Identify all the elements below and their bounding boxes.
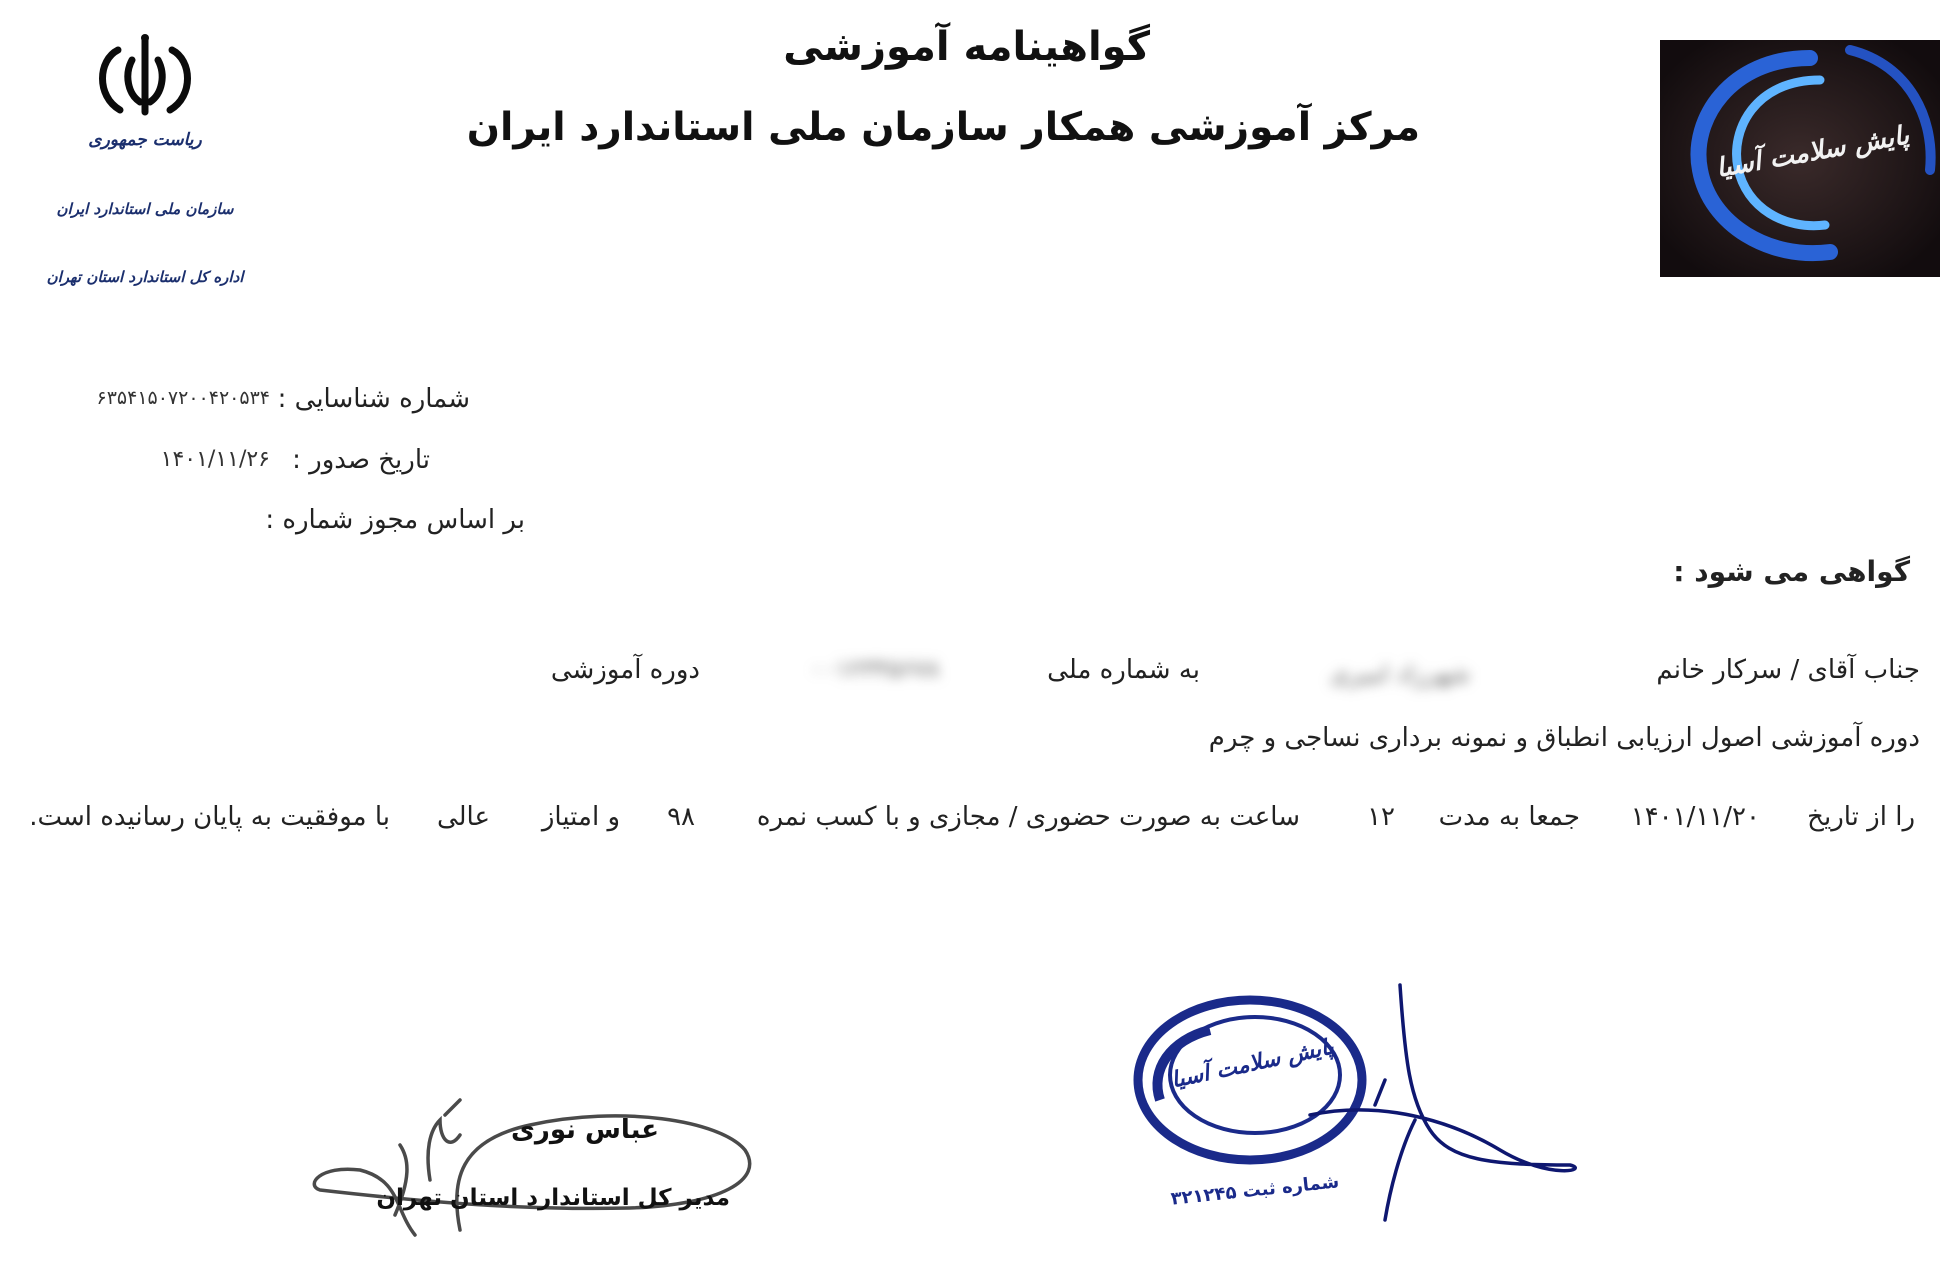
logo-text-tehran-office: اداره کل استاندارد استان تهران xyxy=(46,268,244,286)
id-label: شماره شناسایی : xyxy=(277,384,470,414)
issue-date-value: ۱۴۰۱/۱۱/۲۶ xyxy=(160,447,270,472)
certify-heading: گواهی می شود : xyxy=(1673,555,1910,588)
right-logo-text: پایش سلامت آسیا xyxy=(1713,120,1912,184)
certificate-subtitle: مرکز آموزشی همکار سازمان ملی استاندارد ایران xyxy=(466,105,1420,150)
certificate-title: گواهینامه آموزشی xyxy=(783,24,1150,70)
director-signature xyxy=(300,1040,770,1260)
course-label: دوره آموزشی xyxy=(550,655,700,685)
duration-label: جمعا به مدت xyxy=(1438,802,1580,832)
mode-text: ساعت به صورت حضوری / مجازی و با کسب نمره xyxy=(756,802,1300,832)
director-name: عباس نوری xyxy=(511,1115,659,1145)
logo-text-presidency: ریاست جمهوری xyxy=(88,130,202,150)
director-title: مدیر کل استاندارد استان تهران xyxy=(376,1185,730,1211)
closing-text: با موفقیت به پایان رسانیده است. xyxy=(29,802,390,832)
stamp-number: شماره ثبت ۳۲۱۲۴۵ xyxy=(1169,1171,1341,1210)
official-stamp xyxy=(1130,980,1590,1230)
handwritten-signature-icon xyxy=(300,1040,770,1260)
grade-label: و امتیاز xyxy=(541,802,620,832)
id-value: ۶۳۵۴۱۵۰۷۲۰۰۴۲۰۵۳۴ xyxy=(96,387,270,409)
national-id-redacted: ۰۰۱۲۳۴۵۶۷۸ xyxy=(810,655,940,683)
right-logo xyxy=(1660,40,1940,277)
national-id-label: به شماره ملی xyxy=(1047,655,1200,685)
salutation: جناب آقای / سرکار خانم xyxy=(1656,655,1920,685)
from-date-label: را از تاریخ xyxy=(1807,802,1915,832)
grade: عالی xyxy=(436,802,490,832)
from-date: ۱۴۰۱/۱۱/۲۰ xyxy=(1630,802,1760,832)
logo-text-national-standards: سازمان ملی استاندارد ایران xyxy=(56,200,234,218)
duration-hours: ۱۲ xyxy=(1367,802,1395,832)
recipient-name-redacted: شهرزاد امیری xyxy=(1330,660,1470,688)
license-label: بر اساس مجوز شماره : xyxy=(265,505,525,535)
left-logo xyxy=(40,25,250,305)
score: ۹۸ xyxy=(667,802,695,832)
stamp-text: پایش سلامت آسیا xyxy=(1169,1033,1336,1094)
issue-date-label: تاریخ صدور : xyxy=(292,445,430,475)
course-name: دوره آموزشی اصول ارزیابی انطباق و نمونه برداری نساجی و چرم xyxy=(1208,723,1920,753)
iran-emblem-icon xyxy=(40,30,250,120)
